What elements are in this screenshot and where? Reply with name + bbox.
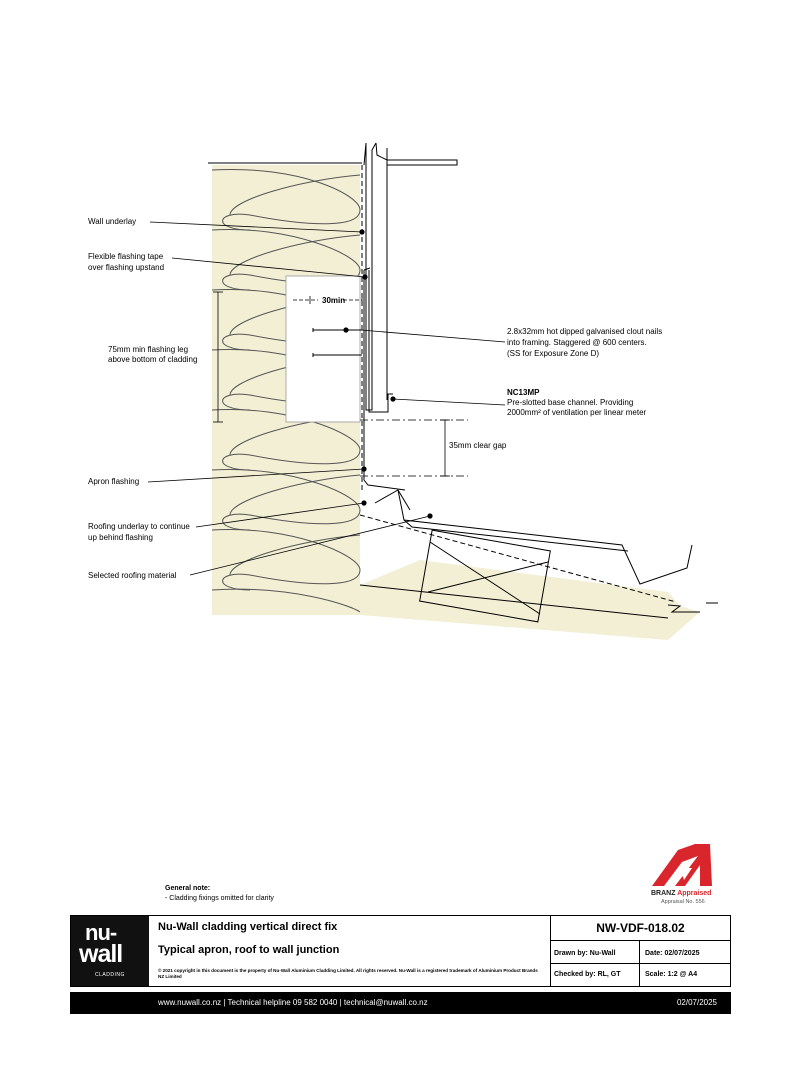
drawing-date: Date: 02/07/2025 <box>645 950 700 957</box>
label-roof-underlay-2: up behind flashing <box>88 533 153 542</box>
label-wall-underlay: Wall underlay <box>88 217 137 226</box>
label-nails-3: (SS for Exposure Zone D) <box>507 349 600 358</box>
divider <box>550 940 731 941</box>
branz-word: BRANZ <box>651 890 676 897</box>
drawing-scale: Scale: 1:2 @ A4 <box>645 971 698 978</box>
notes-line: - Cladding fixings omitted for clarity <box>165 895 274 902</box>
divider <box>639 940 640 986</box>
cladding-profile <box>364 143 457 410</box>
label-flashing-leg-1: 75mm min flashing leg <box>108 345 189 354</box>
drawing-title: Nu-Wall cladding vertical direct fix <box>158 921 338 933</box>
copyright-text: © 2021 copyright in this document is the property of Nu-Wall Aluminium Cladding Limited. All rights reserved. Nu-Wall is a registered trademark of Aluminium Product Brands NZ Limited <box>158 968 538 979</box>
label-flashing-tape-1: Flexible flashing tape <box>88 252 164 261</box>
label-roofing-material: Selected roofing material <box>88 571 177 580</box>
appraised-word: Appraised <box>677 890 712 897</box>
general-notes <box>165 884 274 904</box>
footer-date: 02/07/2025 <box>676 998 717 1007</box>
footer-contact: www.nuwall.co.nz | Technical helpline 09 582 0040 | technical@nuwall.co.nz <box>158 998 428 1007</box>
nuwall-logo <box>71 916 149 986</box>
checked-by: Checked by: RL, GT <box>554 971 621 978</box>
branz-appraised-text <box>651 890 711 897</box>
label-nails-2: into framing. Staggered @ 600 centers. <box>507 338 647 347</box>
drawn-by: Drawn by: Nu-Wall <box>554 950 616 957</box>
logo-cladding: CLADDING <box>95 972 125 978</box>
drawing-subtitle: Typical apron, roof to wall junction <box>158 944 340 956</box>
label-flashing-tape-2: over flashing upstand <box>88 263 165 272</box>
drawing-code: NW-VDF-018.02 <box>596 921 685 935</box>
notes-heading: General note: <box>165 885 211 892</box>
label-dim-30min: 30min <box>322 296 346 305</box>
divider <box>550 963 731 964</box>
title-block <box>70 915 731 987</box>
roof-framing <box>360 560 700 640</box>
label-channel-1: Pre-slotted base channel. Providing <box>507 398 634 407</box>
apron-flashing-drawing <box>364 268 405 490</box>
label-channel-2: 2000mm² of ventilation per linear meter <box>507 408 647 417</box>
appraisal-number: Appraisal No. 556 <box>661 899 705 905</box>
footer-bar <box>70 992 731 1014</box>
logo-wall: wall <box>79 940 123 968</box>
label-flashing-leg-2: above bottom of cladding <box>108 355 198 364</box>
logo-nu: nu- <box>85 920 117 945</box>
label-apron-flashing: Apron flashing <box>88 477 140 486</box>
label-roof-underlay-1: Roofing underlay to continue <box>88 522 190 531</box>
label-nails-1: 2.8x32mm hot dipped galvanised clout nails <box>507 327 663 336</box>
label-channel-code: NC13MP <box>507 388 540 397</box>
label-clear-gap: 35mm clear gap <box>449 441 507 450</box>
